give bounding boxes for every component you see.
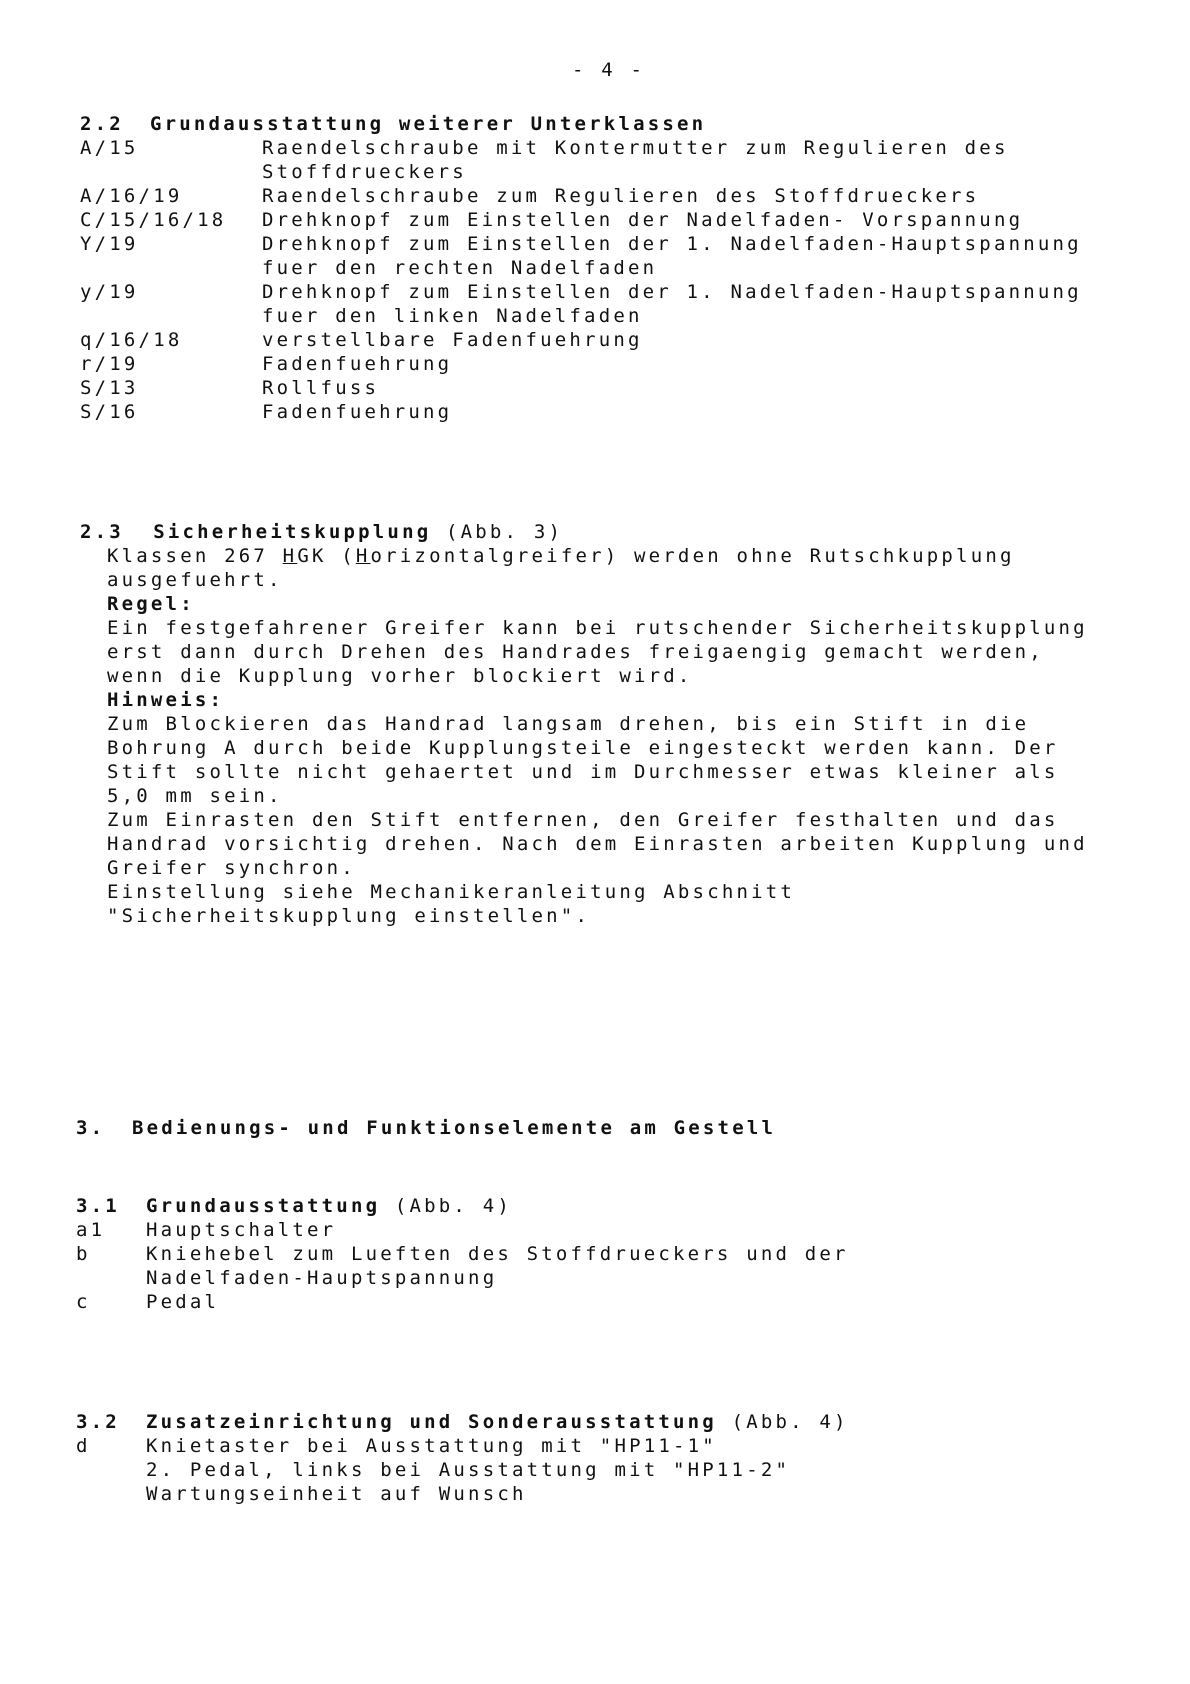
list-item-text: Raendelschraube mit Kontermutter zum Regulieren des: [262, 137, 1009, 159]
section-3-2-title: Zusatzeinrichtung und Sonderausstattung: [146, 1411, 717, 1433]
underlined-letter: H: [355, 545, 371, 567]
section-3-2-ref: (Abb. 4): [731, 1411, 849, 1433]
list-item-text: 2. Pedal, links bei Ausstattung mit "HP11-2": [146, 1459, 791, 1481]
section-2-2-number: 2.2: [80, 113, 124, 135]
list-item-key: S/13: [80, 377, 139, 399]
regel-line: Ein festgefahrener Greifer kann bei rutschender Sicherheitskupplung: [107, 617, 1088, 639]
hinweis-line: Bohrung A durch beide Kupplungsteile eingesteckt werden kann. Der: [107, 737, 1059, 759]
page-number: - 4 -: [572, 59, 646, 81]
hinweis-line: Einstellung siehe Mechanikeranleitung Abschnitt: [107, 881, 796, 903]
list-item-key: Y/19: [80, 233, 139, 255]
text-fragment: Klassen 267: [107, 545, 283, 567]
list-item-text: Rollfuss: [262, 377, 380, 399]
list-item-key: c: [76, 1291, 91, 1313]
list-item-text: Fadenfuehrung: [262, 401, 453, 423]
hinweis-line: Greifer synchron.: [107, 857, 356, 879]
section-2-2-title: Grundausstattung weiterer Unterklassen: [150, 113, 707, 135]
list-item-text: Kniehebel zum Lueften des Stoffdrueckers und der: [146, 1243, 849, 1265]
hinweis-line: 5,0 mm sein.: [107, 785, 283, 807]
list-item-text: Drehknopf zum Einstellen der 1. Nadelfaden-Hauptspannung: [262, 281, 1082, 303]
list-item-text: Drehknopf zum Einstellen der Nadelfaden- Vorspannung: [262, 209, 1024, 231]
hinweis-line: Zum Blockieren das Handrad langsam drehen, bis ein Stift in die: [107, 713, 1030, 735]
list-item-text: verstellbare Fadenfuehrung: [262, 329, 643, 351]
list-item-key: a1: [76, 1219, 106, 1241]
section-2-3-title: Sicherheitskupplung: [153, 521, 432, 543]
section-3-1-title: Grundausstattung: [146, 1195, 381, 1217]
regel-line: erst dann durch Drehen des Handrades freigaengig gemacht werden,: [107, 641, 1044, 663]
text-fragment: orizontalgreifer) werden ohne Rutschkupplung: [370, 545, 1015, 567]
list-item-text: fuer den linken Nadelfaden: [262, 305, 643, 327]
list-item-text: Hauptschalter: [146, 1219, 337, 1241]
section-3-number: 3.: [76, 1117, 106, 1139]
list-item-text: Knietaster bei Ausstattung mit "HP11-1": [146, 1435, 717, 1457]
section-3-1-heading: [146, 1194, 512, 1218]
underlined-letter: H: [282, 545, 298, 567]
section-3-2-number: 3.2: [76, 1411, 120, 1433]
list-item-text: Nadelfaden-Hauptspannung: [146, 1267, 498, 1289]
section-2-3-intro-line: [107, 544, 1015, 568]
list-item-key: A/16/19: [80, 185, 183, 207]
hinweis-line: "Sicherheitskupplung einstellen".: [107, 905, 591, 927]
list-item-key: r/19: [80, 353, 139, 375]
list-item-key: b: [76, 1243, 91, 1265]
section-3-1-number: 3.1: [76, 1195, 120, 1217]
hinweis-line: Stift sollte nicht gehaertet und im Durchmesser etwas kleiner als: [107, 761, 1059, 783]
list-item-key: q/16/18: [80, 329, 183, 351]
list-item-text: Fadenfuehrung: [262, 353, 453, 375]
section-3-2-heading: [146, 1410, 849, 1434]
section-2-3-heading: [80, 520, 563, 544]
list-item-key: A/15: [80, 137, 139, 159]
list-item-text: Drehknopf zum Einstellen der 1. Nadelfaden-Hauptspannung: [262, 233, 1082, 255]
section-2-3-ref: (Abb. 3): [445, 521, 564, 543]
list-item-text: Raendelschraube zum Regulieren des Stoffdrueckers: [262, 185, 980, 207]
list-item-key: y/19: [80, 281, 139, 303]
text-fragment: GK (: [297, 545, 356, 567]
section-2-3-intro-line: ausgefuehrt.: [107, 569, 283, 591]
list-item-text: Wartungseinheit auf Wunsch: [146, 1483, 527, 1505]
list-item-text: fuer den rechten Nadelfaden: [262, 257, 658, 279]
hinweis-line: Handrad vorsichtig drehen. Nach dem Einrasten arbeiten Kupplung und: [107, 833, 1088, 855]
list-item-key: C/15/16/18: [80, 209, 227, 231]
list-item-text: Pedal: [146, 1291, 220, 1313]
regel-line: wenn die Kupplung vorher blockiert wird.: [107, 665, 693, 687]
section-2-3-number: 2.3: [80, 521, 124, 543]
regel-label: Regel:: [107, 593, 195, 615]
hinweis-label: Hinweis:: [107, 689, 225, 711]
hinweis-line: Zum Einrasten den Stift entfernen, den Greifer festhalten und das: [107, 809, 1059, 831]
list-item-text: Stoffdrueckers: [262, 161, 467, 183]
list-item-key: d: [76, 1435, 91, 1457]
section-3-title: Bedienungs- und Funktionselemente am Gestell: [132, 1117, 777, 1139]
list-item-key: S/16: [80, 401, 139, 423]
section-3-1-ref: (Abb. 4): [394, 1195, 512, 1217]
